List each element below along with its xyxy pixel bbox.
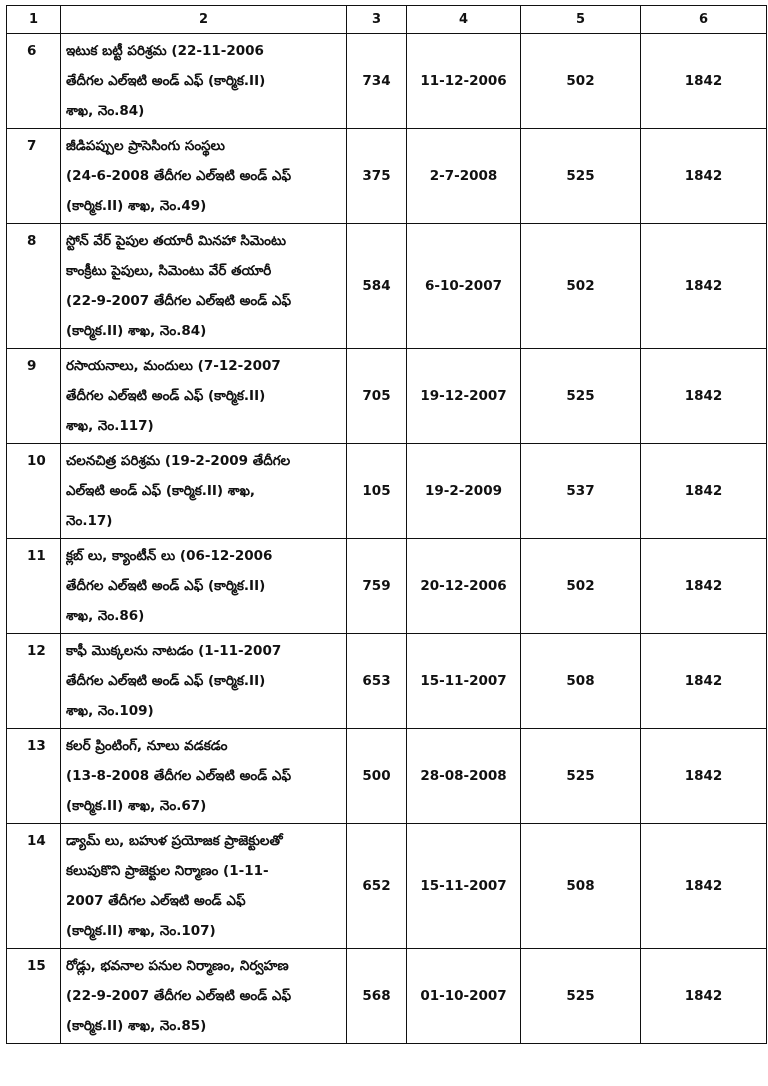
table-row: [7, 34, 767, 129]
description-line: డ్యామ్ లు, బహుళ ప్రయోజక ప్రాజెక్టులతో: [66, 833, 283, 849]
description-line: ఎల్ఇటి అండ్ ఎఫ్ (కార్మిక.II) శాఖ,: [66, 483, 256, 499]
serial-number-cell: 11: [7, 539, 61, 634]
go-number-cell: 375: [347, 129, 407, 224]
column-5-value-cell: 537: [521, 444, 641, 539]
table-row: [7, 949, 767, 1044]
column-6-value-cell: 1842: [641, 824, 767, 949]
column-5-value-cell: 502: [521, 34, 641, 129]
column-5-value-cell: 508: [521, 824, 641, 949]
serial-number-cell: 10: [7, 444, 61, 539]
description-line: 2007 తేదీగల ఎల్ఇటి అండ్ ఎఫ్: [66, 893, 246, 909]
column-6-value-cell: 1842: [641, 539, 767, 634]
serial-number-cell: 13: [7, 729, 61, 824]
column-5-value-cell: 525: [521, 129, 641, 224]
table-row: [7, 539, 767, 634]
column-6-value-cell: 1842: [641, 729, 767, 824]
column-5-value-cell: 502: [521, 224, 641, 349]
go-number-cell: 652: [347, 824, 407, 949]
description-line: రసాయనాలు, మందులు (7-12-2007: [66, 358, 281, 374]
date-cell: 15-11-2007: [407, 634, 521, 729]
description-line: (కార్మిక.II) శాఖ, నెం.107): [66, 923, 216, 939]
go-number-cell: 705: [347, 349, 407, 444]
date-cell: 2-7-2008: [407, 129, 521, 224]
description-line: తేదీగల ఎల్ఇటి అండ్ ఎఫ్ (కార్మిక.II): [66, 673, 266, 689]
header-col-1: 1: [7, 6, 61, 34]
date-cell: 6-10-2007: [407, 224, 521, 349]
go-number-cell: 500: [347, 729, 407, 824]
description-line: తేదీగల ఎల్ఇటి అండ్ ఎఫ్ (కార్మిక.II): [66, 578, 266, 594]
column-5-value-cell: 525: [521, 729, 641, 824]
column-6-value-cell: 1842: [641, 949, 767, 1044]
description-line: (కార్మిక.II) శాఖ, నెం.84): [66, 323, 207, 339]
wage-schedule-table: [6, 5, 767, 1044]
industry-description-cell: [61, 224, 347, 349]
industry-description-cell: [61, 349, 347, 444]
industry-description-cell: [61, 539, 347, 634]
column-5-value-cell: 525: [521, 949, 641, 1044]
table-body: [7, 34, 767, 1044]
description-line: స్టోన్ వేర్ పైపుల తయారీ మినహా సిమెంటు: [66, 233, 287, 249]
header-col-3: 3: [347, 6, 407, 34]
header-col-4: 4: [407, 6, 521, 34]
serial-number-cell: 7: [7, 129, 61, 224]
description-line: జీడిపప్పుల ప్రాసెసింగు సంస్థలు: [66, 138, 225, 154]
date-cell: 19-2-2009: [407, 444, 521, 539]
industry-description-cell: [61, 34, 347, 129]
industry-description-cell: [61, 444, 347, 539]
go-number-cell: 568: [347, 949, 407, 1044]
description-line: కలుపుకొని ప్రాజెక్టుల నిర్మాణం (1-11-: [66, 863, 269, 879]
description-line: నెం.17): [66, 513, 113, 529]
description-line: శాఖ, నెం.117): [66, 418, 154, 434]
table-header: [7, 6, 767, 34]
column-6-value-cell: 1842: [641, 224, 767, 349]
description-line: (22-9-2007 తేదీగల ఎల్ఇటి అండ్ ఎఫ్: [66, 293, 292, 309]
go-number-cell: 653: [347, 634, 407, 729]
industry-description-cell: [61, 129, 347, 224]
description-line: (కార్మిక.II) శాఖ, నెం.85): [66, 1018, 207, 1034]
header-col-2: 2: [61, 6, 347, 34]
serial-number-cell: 8: [7, 224, 61, 349]
serial-number-cell: 9: [7, 349, 61, 444]
serial-number-cell: 6: [7, 34, 61, 129]
industry-description-cell: [61, 634, 347, 729]
table-row: [7, 129, 767, 224]
table-row: [7, 444, 767, 539]
description-line: తేదీగల ఎల్ఇటి అండ్ ఎఫ్ (కార్మిక.II): [66, 388, 266, 404]
description-line: కలర్ ప్రింటింగ్, నూలు వడకడం: [66, 738, 228, 754]
industry-description-cell: [61, 729, 347, 824]
column-5-value-cell: 525: [521, 349, 641, 444]
description-line: (కార్మిక.II) శాఖ, నెం.67): [66, 798, 207, 814]
column-5-value-cell: 508: [521, 634, 641, 729]
header-col-6: 6: [641, 6, 767, 34]
header-col-5: 5: [521, 6, 641, 34]
column-6-value-cell: 1842: [641, 129, 767, 224]
description-line: (24-6-2008 తేదీగల ఎల్ఇటి అండ్ ఎఫ్: [66, 168, 292, 184]
industry-description-cell: [61, 949, 347, 1044]
date-cell: 28-08-2008: [407, 729, 521, 824]
description-line: రోడ్లు, భవనాల పనుల నిర్మాణం, నిర్వహణ: [66, 958, 289, 974]
description-line: శాఖ, నెం.86): [66, 608, 145, 624]
description-line: కాంక్రీటు పైపులు, సిమెంటు వేర్ తయారీ: [66, 263, 272, 279]
date-cell: 20-12-2006: [407, 539, 521, 634]
column-6-value-cell: 1842: [641, 34, 767, 129]
industry-description-cell: [61, 824, 347, 949]
table-row: [7, 349, 767, 444]
column-5-value-cell: 502: [521, 539, 641, 634]
description-line: క్లబ్ లు, క్యాంటీన్ లు (06-12-2006: [66, 548, 273, 564]
description-line: కాఫీ మొక్కలను నాటడం (1-11-2007: [66, 643, 282, 659]
table-row: [7, 824, 767, 949]
table-row: [7, 729, 767, 824]
go-number-cell: 759: [347, 539, 407, 634]
go-number-cell: 105: [347, 444, 407, 539]
description-line: శాఖ, నెం.109): [66, 703, 154, 719]
serial-number-cell: 12: [7, 634, 61, 729]
description-line: చలనచిత్ర పరిశ్రమ (19-2-2009 తేదీగల: [66, 453, 291, 469]
date-cell: 19-12-2007: [407, 349, 521, 444]
description-line: ఇటుక బట్టీ పరిశ్రమ (22-11-2006: [66, 43, 264, 59]
description-line: తేదీగల ఎల్ఇటి అండ్ ఎఫ్ (కార్మిక.II): [66, 73, 266, 89]
table-row: [7, 634, 767, 729]
date-cell: 01-10-2007: [407, 949, 521, 1044]
description-line: శాఖ, నెం.84): [66, 103, 145, 119]
column-6-value-cell: 1842: [641, 634, 767, 729]
description-line: (కార్మిక.II) శాఖ, నెం.49): [66, 198, 207, 214]
table-row: [7, 224, 767, 349]
header-row: [7, 6, 767, 34]
description-line: (13-8-2008 తేదీగల ఎల్ఇటి అండ్ ఎఫ్: [66, 768, 292, 784]
date-cell: 15-11-2007: [407, 824, 521, 949]
date-cell: 11-12-2006: [407, 34, 521, 129]
serial-number-cell: 14: [7, 824, 61, 949]
serial-number-cell: 15: [7, 949, 61, 1044]
column-6-value-cell: 1842: [641, 444, 767, 539]
go-number-cell: 584: [347, 224, 407, 349]
description-line: (22-9-2007 తేదీగల ఎల్ఇటి అండ్ ఎఫ్: [66, 988, 292, 1004]
column-6-value-cell: 1842: [641, 349, 767, 444]
go-number-cell: 734: [347, 34, 407, 129]
